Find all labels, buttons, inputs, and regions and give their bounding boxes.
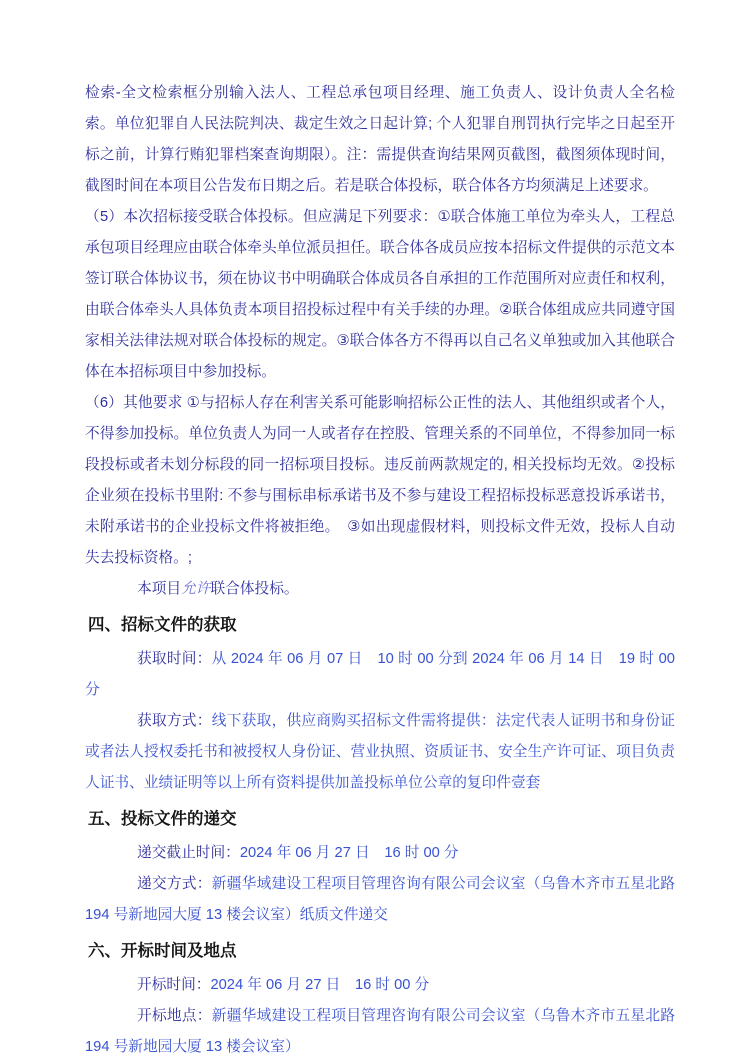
submission-deadline-line (85, 838, 675, 869)
section-heading-bid-submission: 五、投标文件的递交 (88, 810, 237, 828)
joint-venture-note (85, 574, 675, 605)
submission-method-label: 递交方式： (137, 876, 212, 892)
acquisition-time-label: 获取时间： (137, 651, 212, 667)
section-heading-document-acquisition: 四、招标文件的获取 (88, 616, 237, 634)
acquisition-time-value: 从 2024 年 06 月 07 日 10 时 00 分到 2024 年 06 月 14 日 19 时 00 分 (85, 651, 675, 698)
document-body (85, 78, 675, 1062)
opening-location-label: 开标地点： (137, 1008, 212, 1024)
submission-deadline-value: 2024 年 06 月 27 日 16 时 00 分 (239, 845, 459, 861)
joint-venture-note-emphasis: 允许 (181, 581, 211, 597)
intro-paragraph: 检索-全文检索框分别输入法人、工程总承包项目经理、施工负责人、设计负责人全名检索。单位犯罪自人民法院判决、裁定生效之日起计算; 个人犯罪自刑罚执行完毕之日起至开标之前，计算行贿犯罪档案查询期限）。注：需提供查询结果网页截图，截图须体现时间，截图时间在本项目公告发布日期之后。若是联合体投标，联合体各方均须满足上述要求。 (85, 85, 675, 194)
submission-method-value: 新疆华域建设工程项目管理咨询有限公司会议室（乌鲁木齐市五星北路 194 号新地园大厦 13 楼会议室）纸质文件递交 (85, 876, 675, 923)
opening-time-value: 2024 年 06 月 27 日 16 时 00 分 (210, 977, 430, 993)
acquisition-method-label: 获取方式： (137, 713, 212, 729)
clause-6-paragraph: （6）其他要求 ①与招标人存在利害关系可能影响招标公正性的法人、其他组织或者个人，不得参加投标。单位负责人为同一人或者存在控股、管理关系的不同单位，不得参加同一标段投标或者未划分标段的同一招标项目投标。违反前两款规定的, 相关投标均无效。②投标企业须在投标书里附: 不参与围标串标承诺书及不参与建设工程招标投标恶意投诉承诺书，未附承诺书的企业投标文件将被拒绝。 ③如出现虚假材料，则投标文件无效，投标人自动失去投标资格。; (85, 395, 675, 566)
opening-location-line (85, 1001, 675, 1062)
acquisition-method-line (85, 706, 675, 799)
submission-method-line (85, 869, 675, 931)
acquisition-method-value: 线下获取，供应商购买招标文件需将提供：法定代表人证明书和身份证或者法人授权委托书和被授权人身份证、营业执照、资质证书、安全生产许可证、项目负责人证书、业绩证明等以上所有资料提供加盖投标单位公章的复印件壹套 (85, 713, 675, 791)
joint-venture-note-suffix: 联合体投标。 (210, 581, 299, 597)
submission-deadline-label: 递交截止时间： (137, 845, 240, 861)
opening-time-label: 开标时间： (137, 977, 211, 993)
section-heading-bid-opening: 六、开标时间及地点 (88, 942, 237, 960)
acquisition-time-line (85, 644, 675, 706)
opening-location-value: 新疆华域建设工程项目管理咨询有限公司会议室（乌鲁木齐市五星北路 194 号新地园大厦 13 楼会议室） (85, 1008, 675, 1055)
opening-time-line (85, 970, 675, 1001)
joint-venture-note-prefix: 本项目 (137, 581, 182, 597)
clause-5-paragraph: （5）本次招标接受联合体投标。但应满足下列要求：①联合体施工单位为牵头人，工程总承包项目经理应由联合体牵头单位派员担任。联合体各成员应按本招标文件提供的示范文本签订联合体协议书，须在协议书中明确联合体成员各自承担的工作范围所对应责任和权利，由联合体牵头人具体负责本项目招投标过程中有关手续的办理。②联合体组成应共同遵守国家相关法律法规对联合体投标的规定。③联合体各方不得再以自己名义单独或加入其他联合体在本招标项目中参加投标。 (85, 209, 675, 380)
